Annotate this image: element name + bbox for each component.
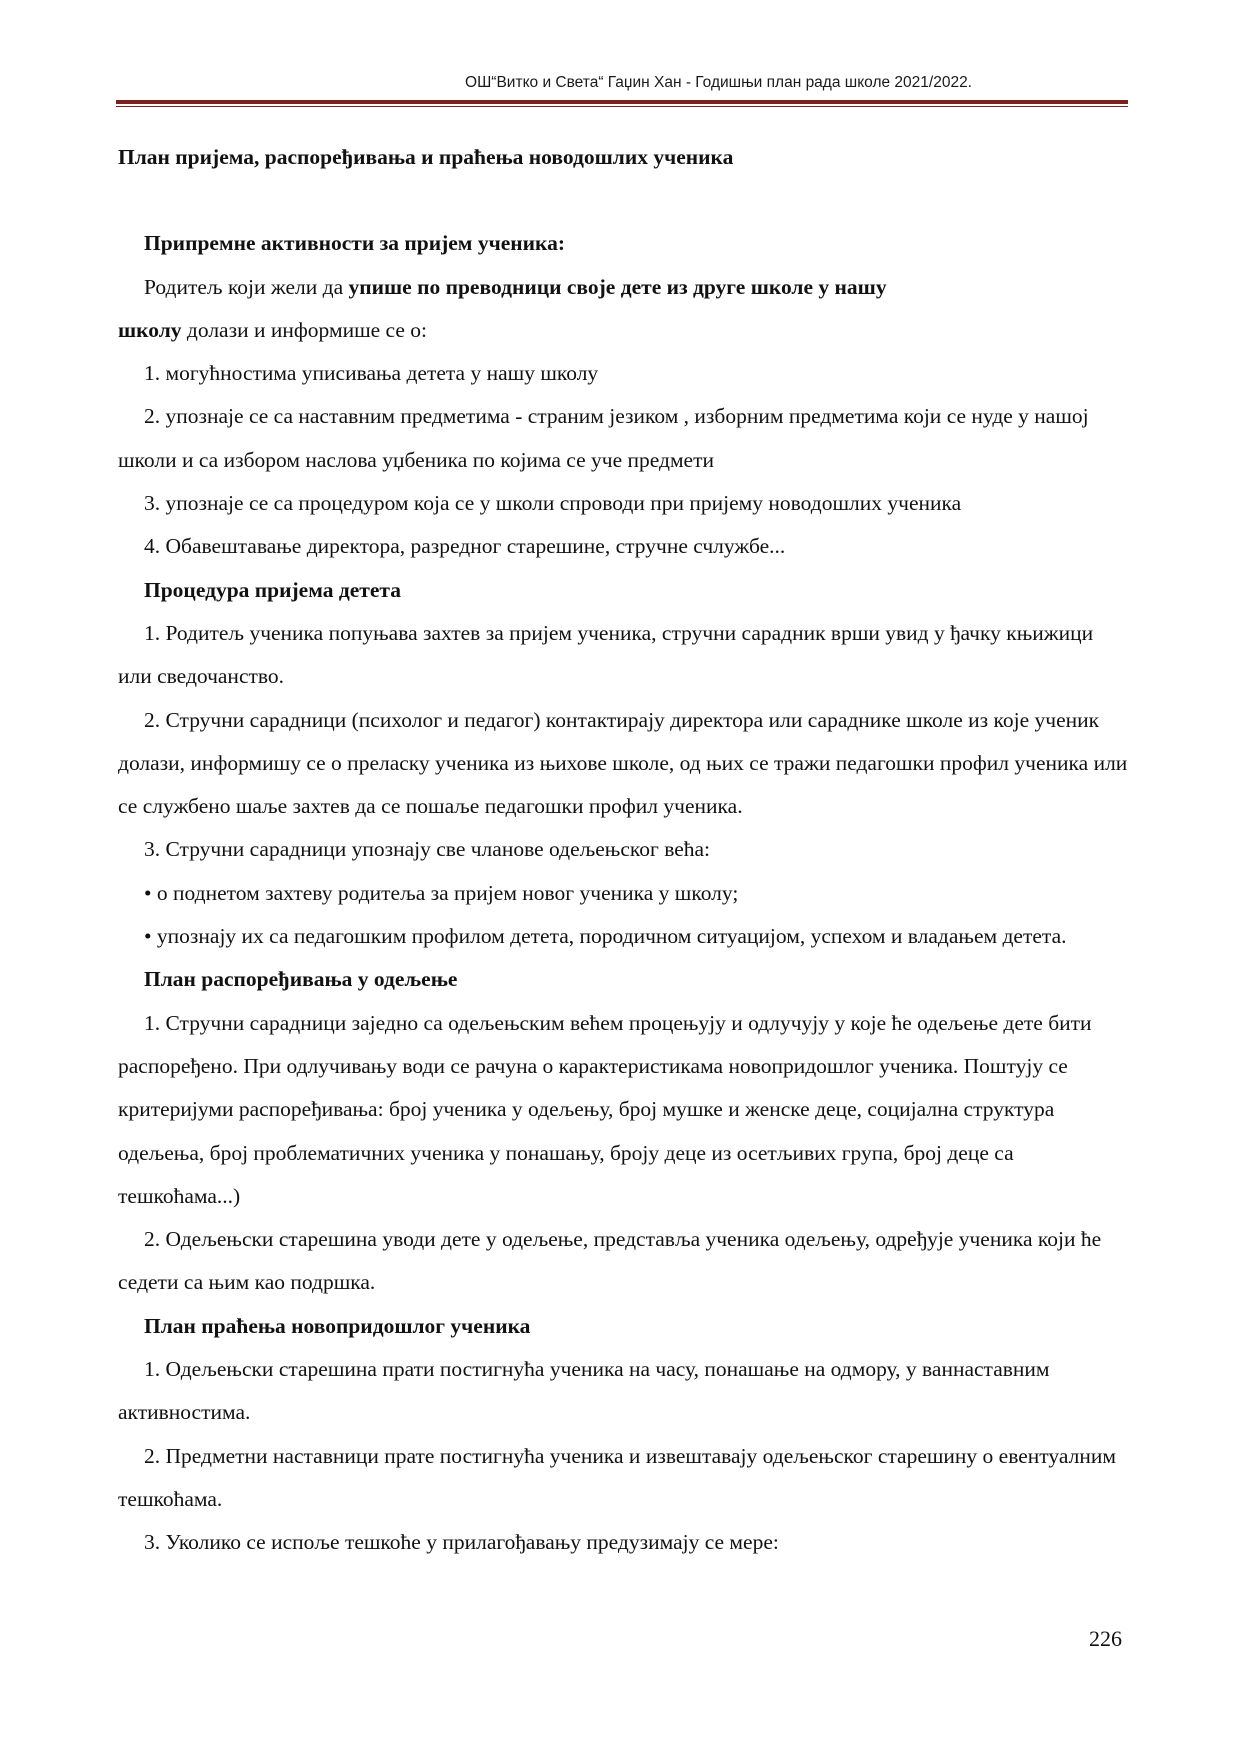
monitoring-item: 2. Предметни наставници прате постигнућа ученика и извештавају одељењског старешину о евентуалним тешкоћама. (118, 1443, 1116, 1511)
running-header (118, 74, 1126, 92)
section-heading-monitoring: План праћења новопридошлог ученика (144, 1313, 531, 1338)
section-heading-assignment: План распоређивања у одељење (144, 967, 458, 992)
procedure-bullet: • упознају их са педагошким профилом детета, породичном ситуацијом, успехом и владањем детета. (144, 924, 1067, 949)
document-title: План пријема, распоређивања и праћења новодошлих ученика (118, 145, 734, 169)
prep-intro-bold-1: упише по преводници своје дете из друге школе у нашу (348, 274, 887, 299)
header-rule-thin (116, 106, 1128, 107)
procedure-bullet: • о поднетом захтеву родитеља за пријем новог ученика у школу; (144, 880, 739, 905)
procedure-item: 1. Родитељ ученика попуњава захтев за пријем ученика, стручни сарадник врши увид у ђачку књижици или сведочанство. (118, 620, 1094, 689)
prep-item: 1. могућностима уписивања детета у нашу школу (144, 361, 599, 386)
section-heading-procedure: Процедура пријема детета (144, 577, 401, 602)
header-rule (116, 100, 1128, 104)
prep-item: 3. упознаје се са процедуром која се у школи спроводи при пријему новодошлих ученика (144, 491, 962, 516)
monitoring-item: 1. Одељењски старешина прати постигнућа ученика на часу, понашање на одмору, у ваннаставним активностима. (118, 1357, 1050, 1425)
assignment-item: 1. Стручни сарадници заједно са одељењским већем процењују и одлучују у које ће одељење дете бити распоређено. При одлучивању води се рачуна о карактеристикама новопридошлог ученика. Поштују се критеријуми распоређивања: број ученика у одељењу, број мушке и женске деце, социјална структура одељења, број проблематичних ученика у понашању, броју деце из осетљивих група, број деце са тешкоћама...) (118, 1010, 1092, 1208)
running-header-text: ОШ“Витко и Света“ Гаџин Хан - Годишњи план рада школе 2021/2022. (465, 74, 972, 91)
procedure-item: 2. Стручни сарадници (психолог и педагог) контактирају директора или сараднике школе из које ученик долази, информишу се о преласку ученика из њихове школе, од њих се тражи педагошки профил ученика или се службено шаље захтев да се пошаље педагошки профил ученика. (118, 707, 1128, 819)
document-body (118, 136, 1128, 1565)
prep-item: 2. упознаје се са наставним предметима - страним језиком , изборним предметима који се нуде у нашој школи и са избором наслова уџбеника по којима се уче предмети (118, 404, 1089, 472)
section-heading-prep: Припремне активности за пријем ученика: (144, 231, 565, 256)
procedure-item: 3. Стручни сарадници упознају све чланове одељењског већа: (144, 837, 711, 862)
prep-intro (118, 266, 1128, 309)
assignment-item: 2. Одељењски старешина уводи дете у одељење, представља ученика одељењу, одређује ученика који ће седети са њим као подршка. (118, 1227, 1102, 1295)
prep-item: 4. Обавештавање директора, разредног старешине, стручне счлужбе... (144, 534, 786, 559)
prep-intro-post: долази и информише се о: (181, 317, 428, 342)
prep-intro-pre: Родитељ који жели да (144, 274, 349, 299)
page-number: 226 (1089, 1626, 1122, 1651)
prep-intro-cont (118, 309, 1128, 352)
monitoring-item: 3. Уколико се испоље тешкоће у прилагођавању предузимају се мере: (144, 1530, 779, 1555)
prep-intro-bold-2: школу (118, 317, 182, 342)
